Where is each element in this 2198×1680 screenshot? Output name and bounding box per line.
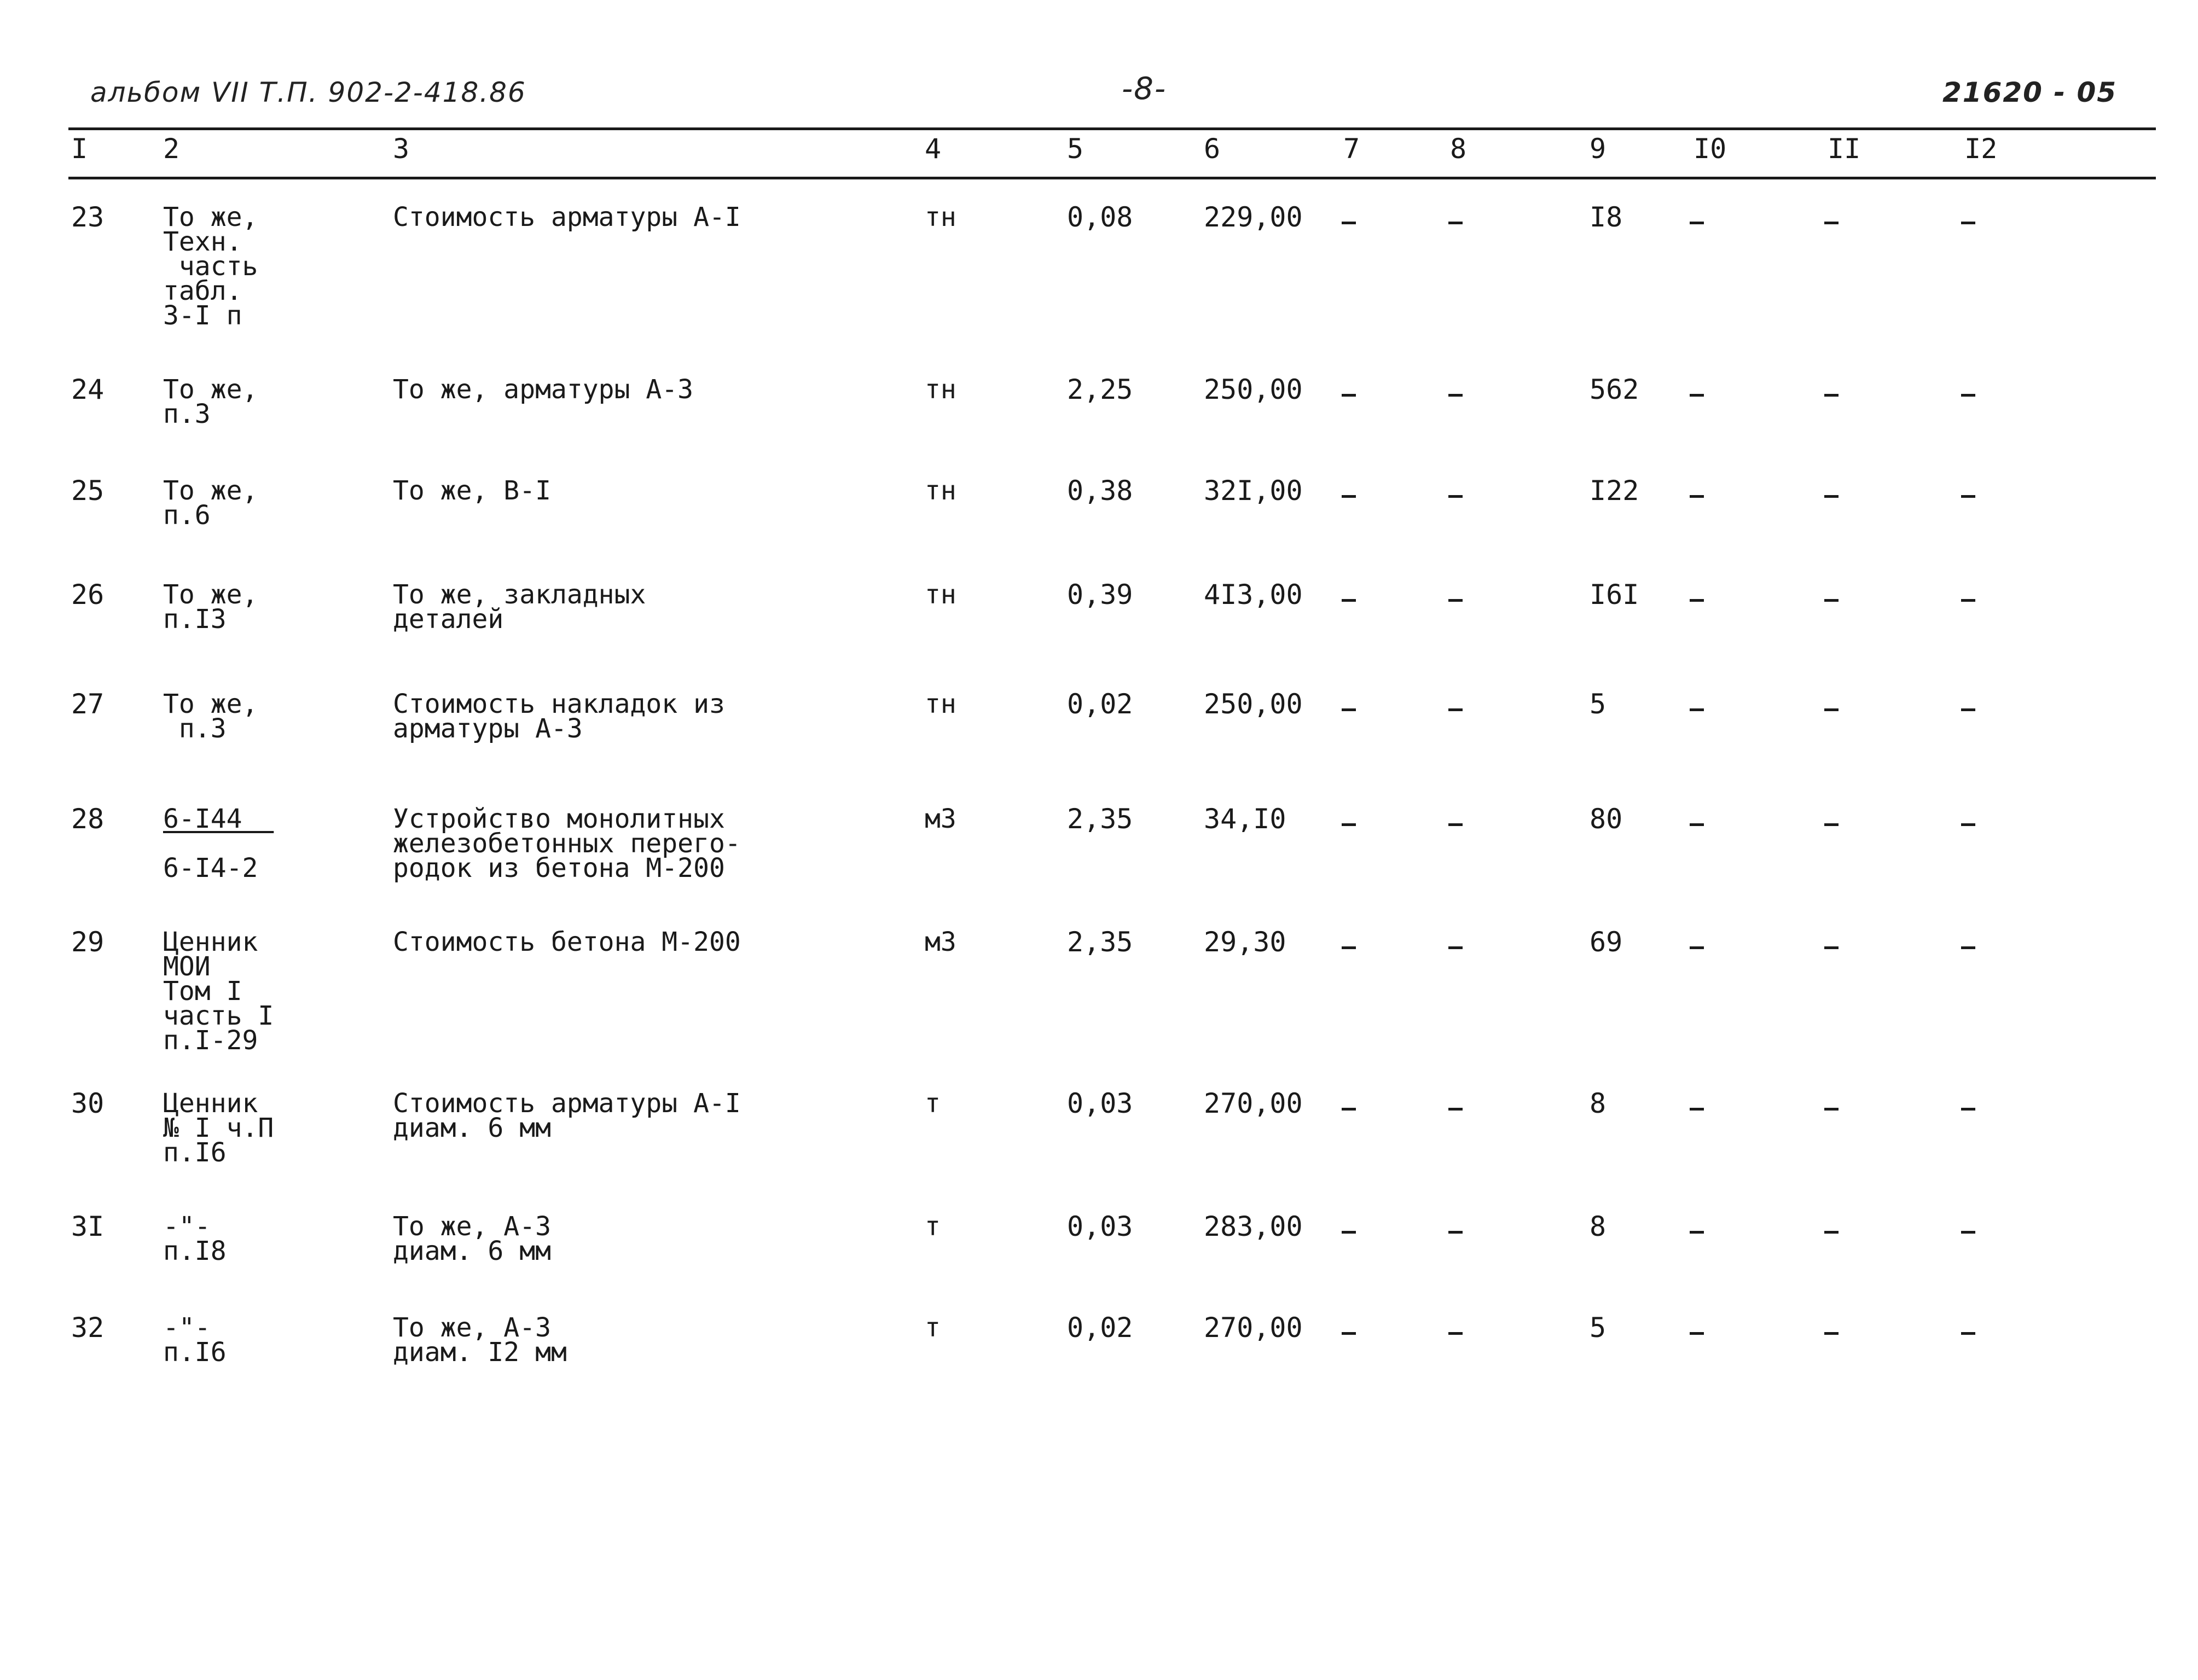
quantity-cell: 0,38 (1067, 475, 1133, 507)
quantity-cell: 0,39 (1067, 579, 1133, 611)
empty-dash-col12 (1961, 599, 1975, 602)
unit-cell: тн (925, 202, 956, 232)
row-number: 29 (71, 926, 105, 958)
reference-cell: -"- п.I6 (163, 1312, 227, 1368)
empty-dash-col10 (1690, 823, 1704, 826)
unit-cell: м3 (925, 927, 956, 957)
reference-cell: То же, п.3 (163, 689, 258, 744)
quantity-cell: 0,08 (1067, 201, 1133, 233)
unit-price-cell: 4I3,00 (1204, 579, 1303, 611)
empty-dash-col10 (1690, 394, 1704, 397)
empty-dash-col11 (1824, 1231, 1839, 1234)
column-header-12: I2 (1964, 133, 1998, 165)
empty-dash-col8 (1448, 1332, 1463, 1335)
empty-dash-col12 (1961, 823, 1975, 826)
empty-dash-col8 (1448, 599, 1463, 602)
empty-dash-col10 (1690, 1108, 1704, 1111)
empty-dash-col12 (1961, 222, 1975, 224)
column-header-11: II (1828, 133, 1861, 165)
column-header-2: 2 (163, 133, 180, 165)
reference-cell: Ценник № I ч.П п.I6 (163, 1088, 274, 1168)
quantity-cell: 2,35 (1067, 926, 1133, 958)
empty-dash-col11 (1824, 394, 1839, 397)
work-description: Стоимость арматуры А-I диам. 6 мм (393, 1088, 741, 1143)
empty-dash-col12 (1961, 708, 1975, 711)
empty-dash-col8 (1448, 495, 1463, 498)
empty-dash-col7 (1342, 1231, 1356, 1234)
quantity-cell: 2,35 (1067, 803, 1133, 835)
work-description: Устройство монолитных железобетонных перего- родок из бетона М-200 (393, 804, 741, 883)
empty-dash-col12 (1961, 1332, 1975, 1335)
empty-dash-col11 (1824, 599, 1839, 602)
cost-cell: 5 (1590, 688, 1607, 720)
empty-dash-col7 (1342, 946, 1356, 949)
cost-cell: I6I (1590, 579, 1639, 611)
row-number: 23 (71, 201, 105, 233)
row-number: 28 (71, 803, 105, 835)
empty-dash-col8 (1448, 1231, 1463, 1234)
reference-cell: То же, п.I3 (163, 579, 258, 635)
empty-dash-col7 (1342, 708, 1356, 711)
cost-cell: I22 (1590, 475, 1639, 507)
cost-cell: 8 (1590, 1211, 1607, 1242)
empty-dash-col7 (1342, 1332, 1356, 1335)
quantity-cell: 0,03 (1067, 1088, 1133, 1119)
unit-cell: тн (925, 374, 956, 405)
unit-cell: тн (925, 689, 956, 719)
row-number: 30 (71, 1088, 105, 1119)
empty-dash-col10 (1690, 495, 1704, 498)
quantity-cell: 0,03 (1067, 1211, 1133, 1242)
reference-cell: То же, п.6 (163, 475, 258, 531)
reference-cell: То же, Техн. часть табл. 3-I п (163, 202, 258, 331)
row-number: 25 (71, 475, 105, 507)
column-header-7: 7 (1343, 133, 1360, 165)
cost-cell: 8 (1590, 1088, 1607, 1119)
empty-dash-col12 (1961, 1231, 1975, 1234)
empty-dash-col11 (1824, 495, 1839, 498)
unit-cell: тн (925, 475, 956, 506)
unit-price-cell: 34,I0 (1204, 803, 1286, 835)
work-description: Стоимость арматуры А-I (393, 202, 741, 232)
column-header-10: I0 (1694, 133, 1727, 165)
empty-dash-col11 (1824, 708, 1839, 711)
empty-dash-col10 (1690, 1231, 1704, 1234)
empty-dash-col10 (1690, 946, 1704, 949)
unit-price-cell: 32I,00 (1204, 475, 1303, 507)
empty-dash-col8 (1448, 823, 1463, 826)
reference-cell: Ценник МОИ Том I часть I п.I-29 (163, 927, 274, 1056)
empty-dash-col7 (1342, 1108, 1356, 1111)
empty-dash-col11 (1824, 1332, 1839, 1335)
work-description: То же, закладных деталей (393, 579, 646, 635)
album-reference: альбом VII Т.П. 902-2-418.86 (90, 77, 526, 108)
unit-price-cell: 250,00 (1204, 374, 1303, 405)
row-number: 32 (71, 1312, 105, 1344)
empty-dash-col11 (1824, 946, 1839, 949)
row-number: 24 (71, 374, 105, 405)
unit-cell: т (925, 1312, 941, 1343)
work-description: Стоимость бетона М-200 (393, 927, 741, 957)
unit-price-cell: 270,00 (1204, 1312, 1303, 1344)
empty-dash-col8 (1448, 708, 1463, 711)
empty-dash-col7 (1342, 599, 1356, 602)
unit-cell: т (925, 1211, 941, 1242)
page-number: -8- (1122, 71, 1167, 107)
column-header-3: 3 (393, 133, 410, 165)
empty-dash-col10 (1690, 599, 1704, 602)
unit-cell: тн (925, 579, 956, 610)
row-number: 27 (71, 688, 105, 720)
empty-dash-col7 (1342, 222, 1356, 224)
column-header-4: 4 (925, 133, 942, 165)
row-number: 26 (71, 579, 105, 611)
unit-price-cell: 270,00 (1204, 1088, 1303, 1119)
reference-numerator: 6-I44 (163, 804, 274, 834)
unit-price-cell: 29,30 (1204, 926, 1286, 958)
empty-dash-col8 (1448, 1108, 1463, 1111)
column-header-8: 8 (1450, 133, 1467, 165)
work-description: То же, А-3 диам. I2 мм (393, 1312, 567, 1368)
empty-dash-col12 (1961, 1108, 1975, 1111)
empty-dash-col11 (1824, 823, 1839, 826)
column-header-5: 5 (1067, 133, 1084, 165)
empty-dash-col7 (1342, 495, 1356, 498)
unit-price-cell: 250,00 (1204, 688, 1303, 720)
cost-cell: 69 (1590, 926, 1623, 958)
empty-dash-col10 (1690, 708, 1704, 711)
work-description: То же, А-3 диам. 6 мм (393, 1211, 551, 1266)
work-description: Стоимость накладок из арматуры А-3 (393, 689, 725, 744)
empty-dash-col8 (1448, 394, 1463, 397)
header-rule-top (68, 127, 2156, 130)
work-description: То же, арматуры А-3 (393, 374, 694, 405)
empty-dash-col12 (1961, 946, 1975, 949)
unit-price-cell: 229,00 (1204, 201, 1303, 233)
reference-cell: То же, п.3 (163, 374, 258, 429)
empty-dash-col11 (1824, 222, 1839, 224)
reference-cell: 6-I44 6-I4-2 (163, 804, 274, 883)
quantity-cell: 2,25 (1067, 374, 1133, 405)
empty-dash-col8 (1448, 946, 1463, 949)
empty-dash-col10 (1690, 1332, 1704, 1335)
empty-dash-col10 (1690, 222, 1704, 224)
cost-cell: 80 (1590, 803, 1623, 835)
empty-dash-col7 (1342, 823, 1356, 826)
empty-dash-col8 (1448, 222, 1463, 224)
empty-dash-col7 (1342, 394, 1356, 397)
quantity-cell: 0,02 (1067, 688, 1133, 720)
cost-cell: 5 (1590, 1312, 1607, 1344)
column-header-1: I (71, 133, 88, 165)
empty-dash-col12 (1961, 495, 1975, 498)
column-header-9: 9 (1590, 133, 1607, 165)
cost-cell: I8 (1590, 201, 1623, 233)
empty-dash-col12 (1961, 394, 1975, 397)
document-code: 21620 - 05 (1942, 77, 2118, 108)
row-number: 3I (71, 1211, 105, 1242)
column-header-6: 6 (1204, 133, 1221, 165)
quantity-cell: 0,02 (1067, 1312, 1133, 1344)
work-description: То же, В-I (393, 475, 551, 506)
header-rule-bottom (68, 177, 2156, 179)
empty-dash-col11 (1824, 1108, 1839, 1111)
unit-price-cell: 283,00 (1204, 1211, 1303, 1242)
unit-cell: м3 (925, 804, 956, 834)
unit-cell: т (925, 1088, 941, 1119)
reference-cell: -"- п.I8 (163, 1211, 227, 1266)
cost-cell: 562 (1590, 374, 1639, 405)
